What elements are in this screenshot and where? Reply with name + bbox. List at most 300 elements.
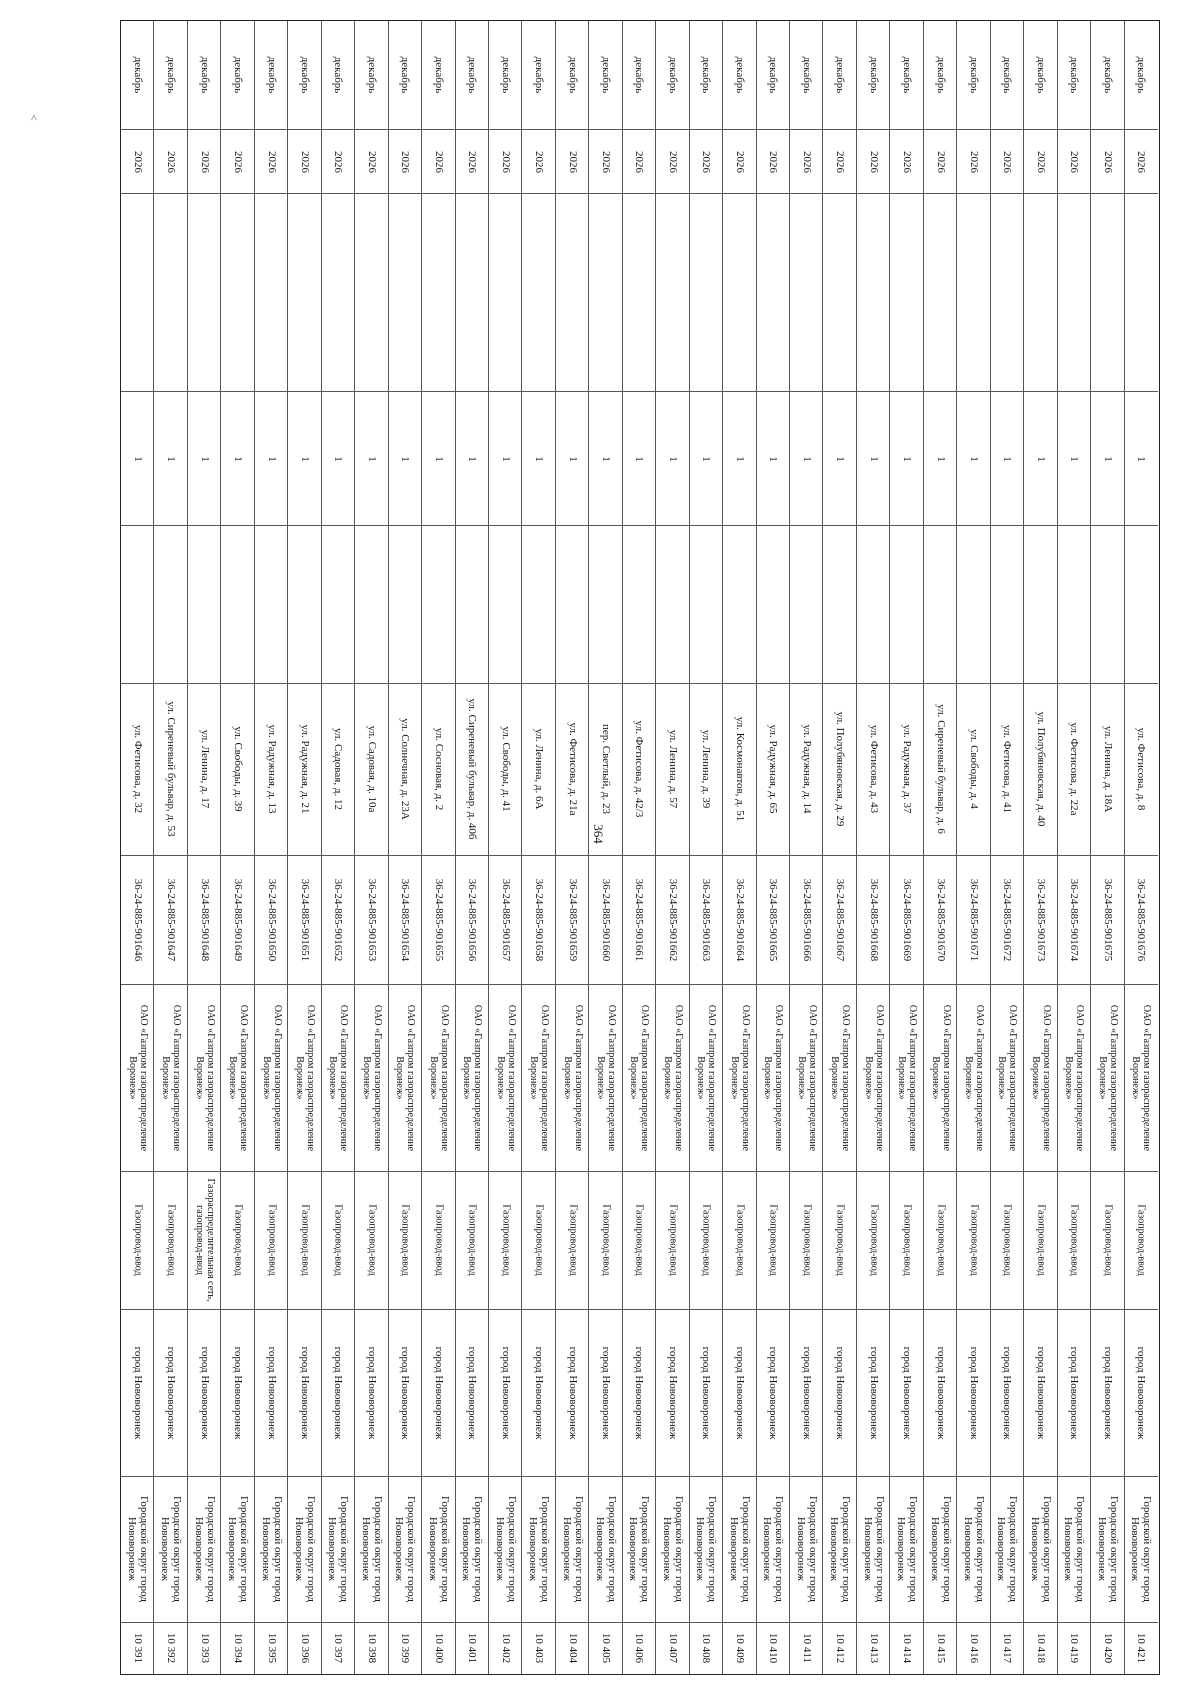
table-row [690, 21, 723, 1674]
cell-empty [623, 525, 656, 683]
cell-number [623, 1622, 656, 1674]
cell-cadastral [255, 855, 288, 984]
cell-settlement-text: город Нововоронеж [198, 1346, 211, 1440]
cell-object-text: Газопровод-ввод [868, 1204, 880, 1276]
register-table [120, 20, 1160, 1675]
cell-month-text: декабрь [365, 56, 378, 94]
cell-empty [456, 525, 489, 683]
cell-month-text: декабрь [499, 56, 512, 94]
cell-settlement [489, 1309, 522, 1476]
cell-year-text: 2026 [198, 150, 211, 173]
cell-cadastral-text: 36-24-885-901660 [600, 878, 613, 961]
cell-year-text: 2026 [365, 150, 378, 173]
cell-settlement [1125, 1309, 1158, 1476]
cell-object-text: Газопровод-ввод [132, 1204, 144, 1276]
cell-object-text: Газопровод-ввод [165, 1204, 177, 1276]
cell-cadastral [355, 855, 388, 984]
cell-empty [757, 193, 790, 391]
cell-month-text: декабрь [934, 56, 947, 94]
cell-number-text: 10 420 [1101, 1633, 1114, 1664]
cell-number [723, 1622, 756, 1674]
cell-cadastral [221, 855, 254, 984]
cell-number [1058, 1622, 1091, 1674]
cell-number [221, 1622, 254, 1674]
cell-district [522, 1476, 555, 1622]
cell-number-text: 10 398 [365, 1633, 378, 1664]
cell-cadastral-text: 36-24-885-901647 [165, 878, 178, 961]
cell-quantity [221, 391, 254, 525]
cell-object-text: Газопровод-ввод [500, 1204, 512, 1276]
cell-owner [322, 984, 355, 1171]
cell-address-text: ул. Сиреневый бульвар, д. 6 [934, 704, 947, 835]
cell-empty [456, 193, 489, 391]
cell-year [991, 129, 1024, 193]
cell-object [823, 1171, 856, 1309]
cell-owner [255, 984, 288, 1171]
cell-number [890, 1622, 923, 1674]
cell-owner [355, 984, 388, 1171]
cell-quantity [690, 391, 723, 525]
cell-empty [890, 193, 923, 391]
cell-month-text: декабрь [800, 56, 813, 94]
cell-address [422, 683, 455, 854]
cell-settlement [154, 1309, 187, 1476]
cell-object-text: Газопровод-ввод [1035, 1204, 1047, 1276]
cell-year [389, 129, 422, 193]
cell-address [322, 683, 355, 854]
cell-owner-text: ОАО «Газпром газораспределение Воронеж» [160, 1004, 183, 1151]
cell-quantity [723, 391, 756, 525]
cell-year [355, 129, 388, 193]
cell-quantity-text: 1 [1068, 455, 1081, 462]
cell-empty [221, 525, 254, 683]
cell-settlement [556, 1309, 589, 1476]
cell-settlement-text: город Нововоронеж [298, 1346, 311, 1440]
cell-object-text: Газопровод-ввод [433, 1204, 445, 1276]
cell-month-text: декабрь [1034, 56, 1047, 94]
cell-owner-text: ОАО «Газпром газораспределение Воронеж» [996, 1004, 1019, 1151]
table-row [221, 21, 254, 1674]
cell-object-text: Газопровод-ввод [734, 1204, 746, 1276]
cell-owner [121, 984, 154, 1171]
cell-district-text: Городской округ город Нововоронеж [794, 1496, 819, 1603]
cell-owner-text: ОАО «Газпром газораспределение Воронеж» [728, 1004, 751, 1151]
cell-year-text: 2026 [1034, 150, 1047, 173]
cell-month [221, 21, 254, 129]
cell-object [188, 1171, 221, 1309]
cell-address [1058, 683, 1091, 854]
cell-settlement-text: город Нововоронеж [131, 1346, 144, 1440]
cell-empty [589, 193, 622, 391]
cell-district-text: Городской округ город Нововоронеж [761, 1496, 786, 1603]
cell-month-text: декабрь [867, 56, 880, 94]
cell-year-text: 2026 [232, 150, 245, 173]
cell-owner [221, 984, 254, 1171]
cell-owner-text: ОАО «Газпром газораспределение Воронеж» [528, 1004, 551, 1151]
cell-owner [991, 984, 1024, 1171]
cell-number-text: 10 414 [901, 1633, 914, 1664]
cell-district [857, 1476, 890, 1622]
cell-year [1125, 129, 1158, 193]
cell-district-text: Городской округ город Нововоронеж [727, 1496, 752, 1603]
cell-district [890, 1476, 923, 1622]
cell-month [857, 21, 890, 129]
cell-settlement [589, 1309, 622, 1476]
cell-district-text: Городской округ город Нововоронеж [995, 1496, 1020, 1603]
cell-cadastral [723, 855, 756, 984]
cell-quantity-text: 1 [533, 455, 546, 462]
cell-quantity [957, 391, 990, 525]
cell-cadastral-text: 36-24-885-901653 [365, 878, 378, 961]
cell-year [690, 129, 723, 193]
cell-month [890, 21, 923, 129]
cell-empty [288, 525, 321, 683]
cell-cadastral [623, 855, 656, 984]
cell-month [1125, 21, 1158, 129]
cell-month-text: декабрь [600, 56, 613, 94]
cell-month-text: декабрь [901, 56, 914, 94]
cell-number-text: 10 399 [399, 1633, 412, 1664]
cell-number [489, 1622, 522, 1674]
cell-settlement-text: город Нововоронеж [934, 1346, 947, 1440]
cell-quantity-text: 1 [566, 455, 579, 462]
cell-object-text: Газораспределительная сеть, газопровод-ввод [193, 1178, 216, 1302]
cell-number-text: 10 410 [767, 1633, 780, 1664]
cell-owner [389, 984, 422, 1171]
cell-empty [656, 525, 689, 683]
cell-number-text: 10 416 [968, 1633, 980, 1664]
cell-cadastral-text: 36-24-885-901655 [432, 878, 445, 961]
cell-settlement [823, 1309, 856, 1476]
cell-cadastral-text: 36-24-885-901673 [1034, 878, 1047, 961]
cell-settlement [456, 1309, 489, 1476]
table-row [355, 21, 388, 1674]
cell-address [623, 683, 656, 854]
cell-owner [890, 984, 923, 1171]
cell-number-text: 10 419 [1068, 1633, 1081, 1664]
cell-cadastral [1058, 855, 1091, 984]
cell-settlement [991, 1309, 1024, 1476]
cell-district [221, 1476, 254, 1622]
cell-owner-text: ОАО «Газпром газораспределение Воронеж» [394, 1004, 417, 1151]
cell-month [556, 21, 589, 129]
cell-empty [121, 525, 154, 683]
cell-empty [690, 193, 723, 391]
cell-settlement [790, 1309, 823, 1476]
cell-cadastral [656, 855, 689, 984]
table-row [790, 21, 823, 1674]
cell-object [890, 1171, 923, 1309]
cell-object [656, 1171, 689, 1309]
cell-address-text: ул. Радужная, д. 21 [298, 724, 311, 814]
cell-quantity-text: 1 [834, 455, 847, 462]
cell-cadastral-text: 36-24-885-901676 [1135, 878, 1148, 961]
cell-district [355, 1476, 388, 1622]
cell-address [723, 683, 756, 854]
cell-number-text: 10 404 [566, 1633, 579, 1664]
cell-number [1125, 1622, 1158, 1674]
cell-month-text: декабрь [767, 56, 780, 94]
cell-month [255, 21, 288, 129]
cell-quantity-text: 1 [633, 455, 646, 462]
table-row [322, 21, 355, 1674]
cell-quantity [389, 391, 422, 525]
cell-object-text: Газопровод-ввод [1068, 1204, 1080, 1276]
cell-empty [723, 193, 756, 391]
cell-year [1091, 129, 1124, 193]
cell-district-text: Городской округ город Нововоронеж [359, 1496, 384, 1603]
table-row [389, 21, 422, 1674]
cell-cadastral [389, 855, 422, 984]
cell-address [1091, 683, 1124, 854]
table-row [757, 21, 790, 1674]
cell-address-text: ул. Ленина, д. 18А [1101, 726, 1114, 813]
cell-object [456, 1171, 489, 1309]
cell-cadastral [489, 855, 522, 984]
cell-year [790, 129, 823, 193]
cell-year-text: 2026 [165, 150, 178, 173]
cell-quantity-text: 1 [600, 455, 613, 462]
table-row [656, 21, 689, 1674]
cell-empty [355, 193, 388, 391]
cell-owner [1058, 984, 1091, 1171]
cell-number-text: 10 415 [934, 1633, 947, 1664]
cell-month-text: декабрь [1068, 56, 1081, 94]
cell-month [757, 21, 790, 129]
cell-cadastral [957, 855, 990, 984]
cell-owner [489, 984, 522, 1171]
cell-month-text: декабрь [198, 56, 211, 94]
cell-cadastral [790, 855, 823, 984]
cell-owner-text: ОАО «Газпром газораспределение Воронеж» [126, 1004, 149, 1151]
cell-number [556, 1622, 589, 1674]
cell-quantity [991, 391, 1024, 525]
cell-address [690, 683, 723, 854]
cell-year-text: 2026 [700, 150, 713, 173]
cell-settlement [656, 1309, 689, 1476]
cell-district [623, 1476, 656, 1622]
cell-settlement-text: город Нововоронеж [867, 1346, 880, 1440]
cell-empty [188, 525, 221, 683]
cell-empty [121, 193, 154, 391]
cell-month-text: декабрь [165, 56, 178, 94]
cell-quantity [589, 391, 622, 525]
cell-object [556, 1171, 589, 1309]
cell-year-text: 2026 [633, 150, 646, 173]
cell-object-text: Газопровод-ввод [600, 1204, 612, 1276]
table-row [121, 21, 154, 1674]
cell-cadastral [1091, 855, 1124, 984]
cell-settlement-text: город Нововоронеж [800, 1346, 813, 1440]
cell-owner [1024, 984, 1057, 1171]
cell-month [690, 21, 723, 129]
cell-settlement-text: город Нововоронеж [1068, 1346, 1081, 1440]
cell-number-text: 10 395 [265, 1633, 278, 1664]
cell-empty [522, 193, 555, 391]
cell-object-text: Газопровод-ввод [901, 1204, 913, 1276]
cell-year [322, 129, 355, 193]
cell-address-text: ул. Садовая, д. 10а [365, 726, 378, 813]
cell-empty [188, 193, 221, 391]
cell-number-text: 10 402 [499, 1633, 512, 1664]
cell-quantity-text: 1 [399, 455, 412, 462]
cell-empty [857, 525, 890, 683]
cell-cadastral-text: 36-24-885-901663 [700, 878, 713, 961]
cell-year [589, 129, 622, 193]
cell-object-text: Газопровод-ввод [935, 1204, 947, 1276]
cell-number-text: 10 396 [298, 1633, 311, 1664]
cell-quantity [1091, 391, 1124, 525]
cell-owner-text: ОАО «Газпром газораспределение Воронеж» [1096, 1004, 1119, 1151]
cell-month [1024, 21, 1057, 129]
cell-month [288, 21, 321, 129]
cell-year-text: 2026 [834, 150, 847, 173]
cell-number [121, 1622, 154, 1674]
cell-district [723, 1476, 756, 1622]
cell-address [255, 683, 288, 854]
cell-number-text: 10 417 [1001, 1633, 1014, 1664]
table-row [154, 21, 187, 1674]
cell-quantity [288, 391, 321, 525]
cell-settlement-text: город Нововоронеж [533, 1346, 546, 1440]
cell-quantity-text: 1 [934, 455, 947, 462]
table-row [723, 21, 756, 1674]
cell-cadastral-text: 36-24-885-901656 [466, 878, 479, 961]
cell-year-text: 2026 [432, 150, 445, 173]
cell-settlement-text: город Нововоронеж [566, 1346, 579, 1440]
cell-empty [656, 193, 689, 391]
cell-number [422, 1622, 455, 1674]
cell-owner [288, 984, 321, 1171]
cell-owner [690, 984, 723, 1171]
cell-number [991, 1622, 1024, 1674]
cell-quantity [422, 391, 455, 525]
cell-quantity [790, 391, 823, 525]
cell-cadastral-text: 36-24-885-901657 [499, 878, 512, 961]
cell-owner-text: ОАО «Газпром газораспределение Воронеж» [1029, 1004, 1052, 1151]
cell-district [1091, 1476, 1124, 1622]
cell-year [188, 129, 221, 193]
cell-cadastral [188, 855, 221, 984]
cell-address-text: ул. Полубяновская, д. 29 [834, 712, 847, 827]
cell-number-text: 10 409 [733, 1633, 746, 1664]
cell-owner [924, 984, 957, 1171]
cell-number-text: 10 411 [800, 1633, 813, 1664]
cell-empty [790, 525, 823, 683]
cell-year [489, 129, 522, 193]
cell-empty [991, 193, 1024, 391]
cell-object-text: Газопровод-ввод [266, 1204, 278, 1276]
cell-owner-text: ОАО «Газпром газораспределение Воронеж» [561, 1004, 584, 1151]
cell-object [957, 1171, 990, 1309]
cell-object [790, 1171, 823, 1309]
cell-month [422, 21, 455, 129]
cell-district [422, 1476, 455, 1622]
cell-district-text: Городской округ город Нововоронеж [226, 1496, 251, 1603]
cell-quantity-text: 1 [131, 455, 144, 462]
cell-object [255, 1171, 288, 1309]
cell-cadastral-text: 36-24-885-901650 [265, 878, 278, 961]
cell-settlement [522, 1309, 555, 1476]
cell-month-text: декабрь [332, 56, 345, 94]
cell-settlement [757, 1309, 790, 1476]
table-row [991, 21, 1024, 1674]
cell-empty [154, 193, 187, 391]
cell-owner [790, 984, 823, 1171]
table-row [857, 21, 890, 1674]
cell-year [522, 129, 555, 193]
cell-object-text: Газопровод-ввод [399, 1204, 411, 1276]
cell-empty [288, 193, 321, 391]
cell-month [924, 21, 957, 129]
cell-number-text: 10 394 [232, 1633, 245, 1664]
cell-owner-text: ОАО «Газпром газораспределение Воронеж» [862, 1004, 885, 1151]
cell-address [556, 683, 589, 854]
cell-number [656, 1622, 689, 1674]
cell-settlement [322, 1309, 355, 1476]
cell-empty [255, 525, 288, 683]
cell-cadastral-text: 36-24-885-901646 [131, 878, 144, 961]
cell-cadastral [890, 855, 923, 984]
cell-object [522, 1171, 555, 1309]
cell-district [823, 1476, 856, 1622]
cell-year-text: 2026 [733, 150, 746, 173]
cell-quantity-text: 1 [968, 455, 980, 462]
cell-district-text: Городской округ город Нововоронеж [861, 1496, 886, 1603]
cell-district [154, 1476, 187, 1622]
cell-year-text: 2026 [934, 150, 947, 173]
cell-address-text: ул. Полубяновская, д. 40 [1034, 712, 1047, 827]
cell-quantity [355, 391, 388, 525]
cell-address-text: ул. Фетисова, д. 21а [566, 722, 579, 816]
cell-number [1024, 1622, 1057, 1674]
cell-cadastral-text: 36-24-885-901664 [733, 878, 746, 961]
cell-month-text: декабрь [232, 56, 245, 94]
cell-year-text: 2026 [499, 150, 512, 173]
cell-quantity [757, 391, 790, 525]
cell-number [1091, 1622, 1124, 1674]
cell-quantity-text: 1 [365, 455, 378, 462]
cell-empty [790, 193, 823, 391]
cell-address [857, 683, 890, 854]
cell-number-text: 10 392 [165, 1633, 178, 1664]
cell-quantity-text: 1 [499, 455, 512, 462]
cell-year [255, 129, 288, 193]
cell-month-text: декабрь [633, 56, 646, 94]
cell-district-text: Городской округ город Нововоронеж [694, 1496, 719, 1603]
cell-settlement [422, 1309, 455, 1476]
cell-owner-text: ОАО «Газпром газораспределение Воронеж» [461, 1004, 484, 1151]
cell-cadastral-text: 36-24-885-901670 [934, 878, 947, 961]
cell-quantity [522, 391, 555, 525]
cell-month-text: декабрь [265, 56, 278, 94]
cell-address [924, 683, 957, 854]
table-row [823, 21, 856, 1674]
cell-settlement-text: город Нововоронеж [834, 1346, 847, 1440]
cell-district-text: Городской округ город Нововоронеж [627, 1496, 652, 1603]
cell-cadastral [924, 855, 957, 984]
cell-month [623, 21, 656, 129]
cell-year-text: 2026 [1001, 150, 1014, 173]
cell-settlement [1091, 1309, 1124, 1476]
cell-month-text: декабрь [666, 56, 679, 94]
cell-month [723, 21, 756, 129]
cell-address-text: ул. Сиреневый бульвар, д. 40б [466, 698, 479, 840]
cell-quantity-text: 1 [165, 455, 178, 462]
cell-settlement-text: город Нововоронеж [399, 1346, 412, 1440]
cell-year-text: 2026 [867, 150, 880, 173]
cell-district-text: Городской округ город Нововоронеж [527, 1496, 552, 1603]
